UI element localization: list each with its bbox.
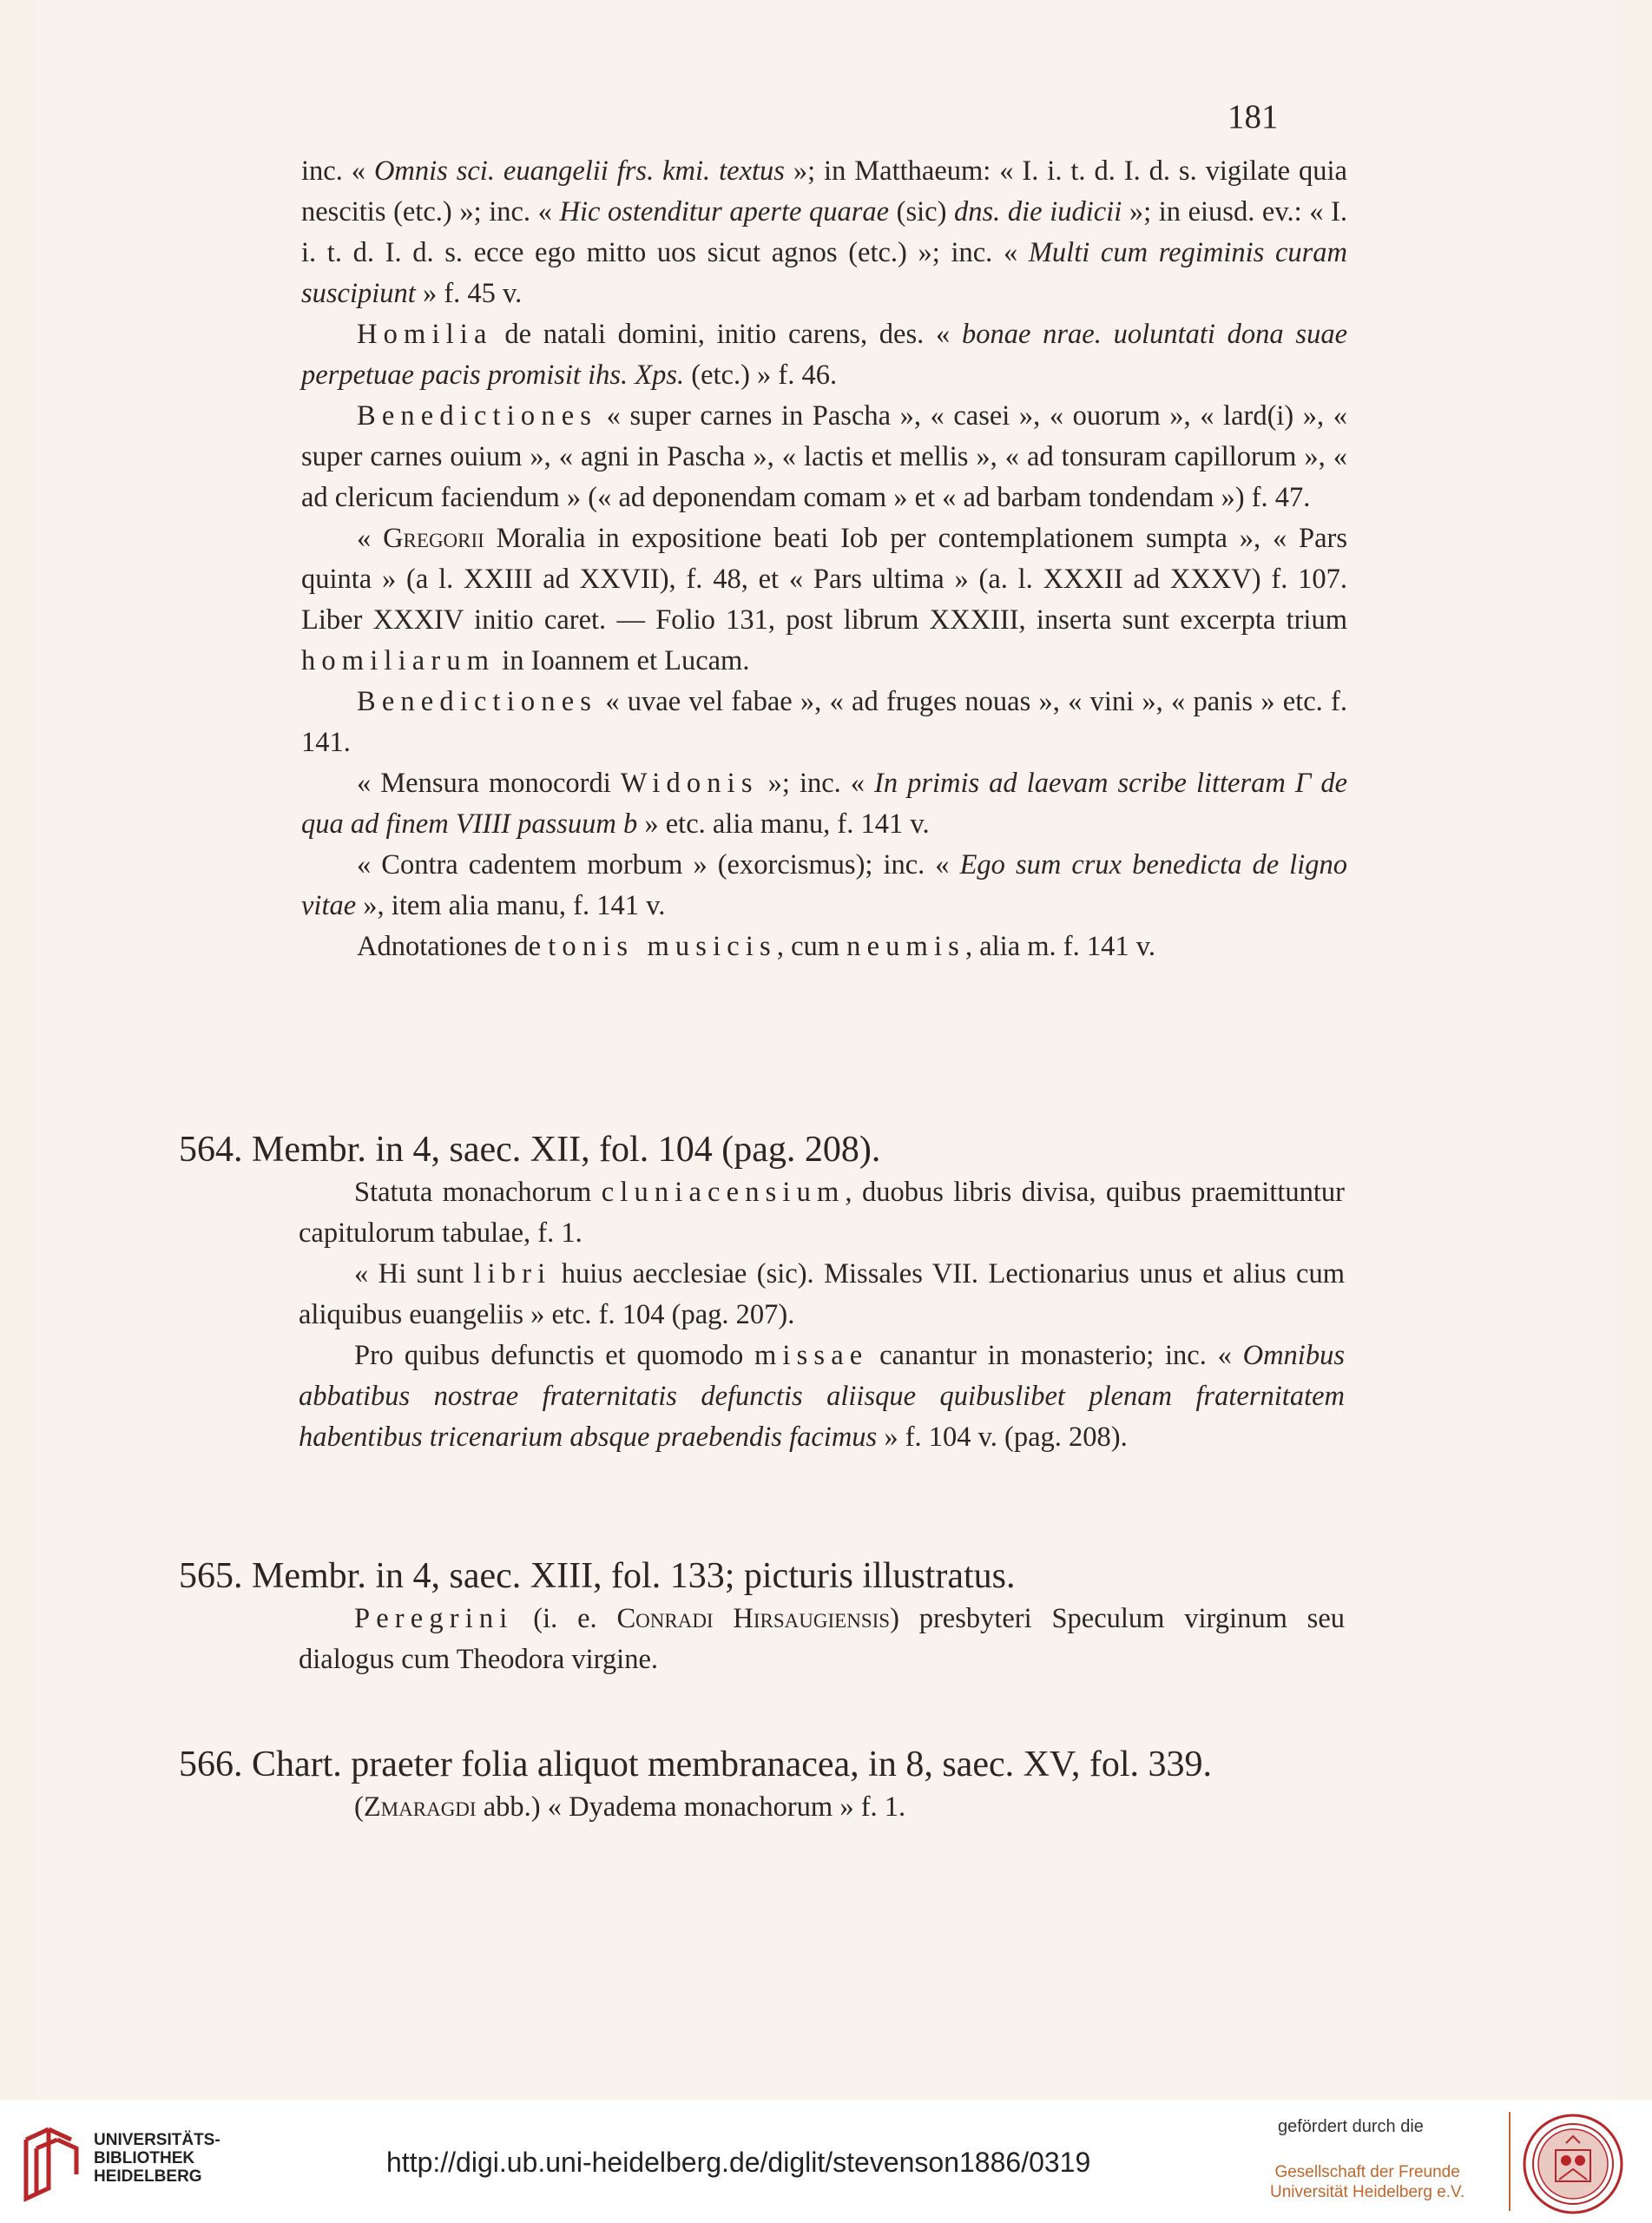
paragraph: Peregrini (i. e. Conradi Hirsaugiensis) presbyteri Speculum virginum seu dialogus cum Theodora virgine. — [299, 1603, 1345, 1675]
italic-text: bonae nrae. uoluntati dona suae perpetuae pacis promisit ihs. Xps. — [301, 319, 1347, 391]
spaced-text: Benedictiones — [357, 686, 598, 717]
spaced-text: neumis — [846, 931, 965, 962]
entry-565 — [179, 1553, 1351, 1680]
paper-sheet — [35, 0, 1616, 2100]
library-name-line: BIBLIOTHEK — [94, 2149, 195, 2167]
entry-heading: 565. Membr. in 4, saec. XIII, fol. 133; picturis illustratus. — [179, 1556, 1016, 1596]
small-caps-text: Zmaragdi — [363, 1791, 477, 1823]
paragraph-benedictiones-uvae: Benedictiones « uvae vel fabae », « ad fruges nouas », « vini », « panis » etc. f. 141. — [301, 686, 1347, 758]
paragraph-homilia: Homilia de natali domini, initio carens, des. « bonae nrae. uoluntati dona suae perpetuae pacis promisit ihs. Xps. (etc.) » f. 46. — [301, 319, 1347, 391]
italic-text: Multi cum regiminis curam suscipiunt — [301, 237, 1347, 309]
italic-text: dns. die iudicii — [954, 196, 1122, 228]
spaced-text: cluniacensium — [601, 1177, 846, 1208]
paragraph-contra-cadentem: « Contra cadentem morbum » (exorcismus); inc. « Ego sum crux benedicta de ligno vitae », item alia manu, f. 141 v. — [301, 849, 1347, 921]
page-number: 181 — [1227, 98, 1279, 135]
italic-text: In primis ad laevam scribe litteram Γ de qua ad finem VIIII passuum b — [301, 768, 1348, 840]
friends-line: Gesellschaft der Freunde — [1274, 2163, 1460, 2181]
spaced-text: Benedictiones — [357, 400, 598, 432]
entry-body — [299, 1599, 1345, 1680]
funded-by-label: gefördert durch die — [1278, 2117, 1424, 2136]
small-caps-text: Gregorii — [383, 523, 484, 554]
library-name — [94, 2131, 220, 2186]
spaced-text: missae — [754, 1340, 869, 1371]
spaced-text: libri — [473, 1258, 552, 1290]
footer-divider — [1509, 2112, 1510, 2211]
italic-text: Omnibus abbatibus nostrae fraternitatis defunctis aliisque quibuslibet plenam fraternitatem habentibus tricenarium absque praebendis facimus — [299, 1340, 1345, 1453]
paragraph-gregorii-moralia: « Gregorii Moralia in expositione beati Iob per contemplationem sumpta », « Pars quinta » (a l. XXIII ad XXVII), f. 48, et « Pars ultima » (a. l. XXXII ad XXXV) f. 107. Liber XXXIV initio caret. — Folio 131, post librum XXXIII, inserta sunt excerpta trium homiliarum in Ioannem et Lucam. — [301, 523, 1347, 676]
spaced-text: Widonis — [620, 768, 759, 799]
friends-society-name — [1270, 2162, 1464, 2202]
paragraph: Pro quibus defunctis et quomodo missae canantur in monasterio; inc. « Omnibus abbatibus nostrae fraternitatis defunctis aliisque quibuslibet plenam fraternitatem habentibus tricenarium absque praebendis facimus » f. 104 v. (pag. 208). — [299, 1340, 1345, 1453]
library-name-line: HEIDELBERG — [94, 2167, 202, 2186]
footer-bar — [0, 2100, 1652, 2223]
entry-heading: 564. Membr. in 4, saec. XII, fol. 104 (pag. 208). — [179, 1130, 881, 1170]
italic-text: Ego sum crux benedicta de ligno vitae — [301, 849, 1347, 921]
entry-564 — [179, 1127, 1351, 1458]
book-stack-icon — [19, 2122, 82, 2202]
paragraph-adnotationes: Adnotationes de tonis musicis, cum neumis, alia m. f. 141 v. — [357, 931, 1155, 962]
small-caps-text: Conradi Hirsaugiensis — [616, 1603, 891, 1634]
entry-566 — [179, 1742, 1351, 1828]
spaced-text: tonis musicis — [548, 931, 777, 962]
entry-body — [299, 1787, 1345, 1828]
paragraph-benedictiones-pascha: Benedictiones « super carnes in Pascha », « casei », « ouorum », « lard(i) », « super carnes ouium », « agni in Pascha », « lactis et mellis », « ad tonsuram capillorum », « ad clericum faciendum » (« ad deponendam comam » et « ad barbam tondendam ») f. 47. — [301, 400, 1347, 513]
entry-heading: 566. Chart. praeter folia aliquot membranacea, in 8, saec. XV, fol. 339. — [179, 1745, 1213, 1784]
friends-line: Universität Heidelberg e.V. — [1270, 2183, 1465, 2201]
library-name-line: UNIVERSITÄTS- — [94, 2131, 220, 2149]
paragraph: (Zmaragdi abb.) « Dyadema monachorum » f. 1. — [354, 1791, 906, 1823]
entry-body — [299, 1172, 1345, 1458]
permalink-url[interactable]: http://digi.ub.uni-heidelberg.de/diglit/stevenson1886/0319 — [386, 2147, 1091, 2178]
continued-entry-text — [301, 151, 1347, 967]
paragraph: « Hi sunt libri huius aecclesiae (sic). Missales VII. Lectionarius unus et alius cum aliquibus euangeliis » etc. f. 104 (pag. 207). — [299, 1258, 1345, 1330]
paragraph-mensura-monocordi: « Mensura monocordi Widonis »; inc. « In primis ad laevam scribe litteram Γ de qua ad finem VIIII passuum b » etc. alia manu, f. 141 v. — [301, 768, 1348, 840]
spaced-text: homiliarum — [301, 645, 496, 676]
spaced-text: Peregrini — [354, 1603, 514, 1634]
university-seal-icon — [1521, 2112, 1625, 2216]
spaced-text: Homilia — [357, 319, 493, 350]
italic-text: Hic ostenditur aperte quarae — [559, 196, 890, 228]
paragraph-continuation: inc. « Omnis sci. euangelii frs. kmi. textus »; in Matthaeum: « I. i. t. d. I. d. s. vigilate quia nescitis (etc.) »; inc. « Hic ostenditur aperte quarae (sic) dns. die iudicii »; in eiusd. ev.: « I. i. t. d. I. d. s. ecce ego mitto uos sicut agnos (etc.) »; inc. « Multi cum regiminis curam suscipiunt » f. 45 v. — [301, 155, 1348, 309]
paragraph: Statuta monachorum cluniacensium, duobus libris divisa, quibus praemittuntur capitulorum tabulae, f. 1. — [299, 1177, 1345, 1249]
italic-text: Omnis sci. euangelii frs. kmi. textus — [373, 155, 785, 187]
